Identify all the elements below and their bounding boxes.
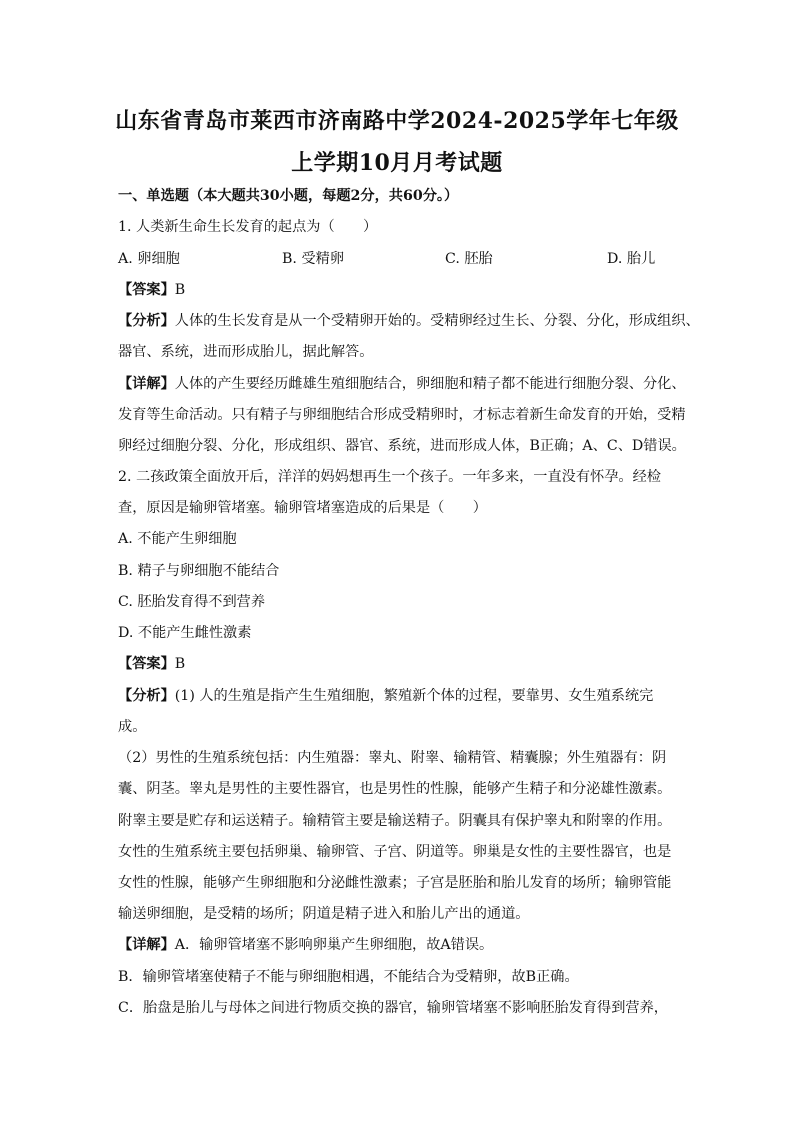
q2-analysis-l3: （2）男性的生殖系统包括：内生殖器：睾丸、附睾、输精管、精囊腺；外生殖器有：阴 bbox=[118, 750, 667, 766]
q2-analysis-l2: 成。 bbox=[118, 719, 147, 735]
q1-detail-l2: 发育等生命活动。只有精子与卵细胞结合形成受精卵时，才标志着新生命发育的开始，受精 bbox=[118, 407, 686, 423]
analysis-text: (1) 人的生殖是指产生生殖细胞，繁殖新个体的过程，要靠男、女生殖系统完 bbox=[174, 688, 654, 704]
q2-analysis-l6: 女性的生殖系统主要包括卵巢、输卵管、子宫、阴道等。卵巢是女性的主要性器官，也是 bbox=[118, 844, 672, 860]
q2-detail-l3: C．胎盘是胎儿与母体之间进行物质交换的器官，输卵管堵塞不影响胚胎发育得到营养， bbox=[118, 1000, 668, 1016]
answer-tag: 【答案】 bbox=[118, 282, 175, 298]
q2-analysis bbox=[118, 686, 678, 706]
q2-detail-l2: B．输卵管堵塞使精子不能与卵细胞相遇，不能结合为受精卵，故B正确。 bbox=[118, 969, 579, 985]
q1-option-b: B. 受精卵 bbox=[282, 251, 345, 267]
page-title-line1: 山东省青岛市莱西市济南路中学2024-2025学年七年级 bbox=[115, 108, 679, 134]
q1-detail bbox=[118, 374, 686, 394]
analysis-tag: 【分析】 bbox=[118, 688, 175, 704]
q1-stem: 1. 人类新生命生长发育的起点为（ ） bbox=[118, 219, 378, 235]
q2-stem-l1: 2. 二孩政策全面放开后，洋洋的妈妈想再生一个孩子。一年多来，一直没有怀孕。经检 bbox=[118, 469, 661, 485]
q2-detail bbox=[118, 935, 678, 955]
q2-analysis-l5: 附睾主要是贮存和运送精子。输精管主要是输送精子。阴囊具有保护睾丸和附睾的作用。 bbox=[118, 813, 672, 829]
analysis-tag: 【分析】 bbox=[118, 313, 175, 329]
detail-tag: 【详解】 bbox=[118, 937, 175, 953]
detail-text: 人体的产生要经历雌雄生殖细胞结合，卵细胞和精子都不能进行细胞分裂、分化、 bbox=[174, 376, 686, 392]
analysis-text: 人体的生长发育是从一个受精卵开始的。受精卵经过生长、分裂、分化，形成组织、 bbox=[174, 313, 700, 329]
q1-analysis-cont: 器官、系统，进而形成胎儿，据此解答。 bbox=[118, 344, 374, 360]
q1-option-a: A. 卵细胞 bbox=[118, 251, 180, 267]
q2-option-d: D. 不能产生雌性激素 bbox=[118, 625, 252, 641]
detail-tag: 【详解】 bbox=[118, 376, 175, 392]
q1-analysis bbox=[118, 311, 700, 331]
q2-analysis-l4: 囊、阴茎。睾丸是男性的主要性器官，也是男性的性腺，能够产生精子和分泌雄性激素。 bbox=[118, 781, 672, 797]
detail-text: A．输卵管堵塞不影响卵巢产生卵细胞，故A错误。 bbox=[174, 937, 494, 953]
answer-value: B bbox=[174, 282, 186, 298]
section-heading: 一、单选题（本大题共30小题，每题2分，共60分。） bbox=[118, 188, 459, 204]
q2-option-c: C. 胚胎发育得不到营养 bbox=[118, 594, 266, 610]
q1-option-c: C. 胚胎 bbox=[445, 251, 493, 267]
page-title-line2: 上学期10月月考试题 bbox=[291, 150, 503, 176]
q1-detail-l3: 卵经过细胞分裂、分化，形成组织、器官、系统，进而形成人体，B正确；A、C、D错误。 bbox=[118, 438, 686, 454]
q2-option-a: A. 不能产生卵细胞 bbox=[118, 531, 237, 547]
q2-answer bbox=[118, 654, 678, 674]
q2-analysis-l7: 女性的性腺，能够产生卵细胞和分泌雌性激素；子宫是胚胎和胎儿发育的场所；输卵管能 bbox=[118, 875, 672, 891]
q2-option-b: B. 精子与卵细胞不能结合 bbox=[118, 563, 280, 579]
q1-answer bbox=[118, 280, 678, 300]
answer-value: B bbox=[174, 656, 186, 672]
answer-tag: 【答案】 bbox=[118, 656, 175, 672]
q1-option-d: D. 胎儿 bbox=[607, 251, 656, 267]
q2-stem-l2: 查，原因是输卵管堵塞。输卵管堵塞造成的后果是（ ） bbox=[118, 500, 487, 516]
q2-analysis-l8: 输送卵细胞，是受精的场所；阴道是精子进入和胎儿产出的通道。 bbox=[118, 906, 530, 922]
